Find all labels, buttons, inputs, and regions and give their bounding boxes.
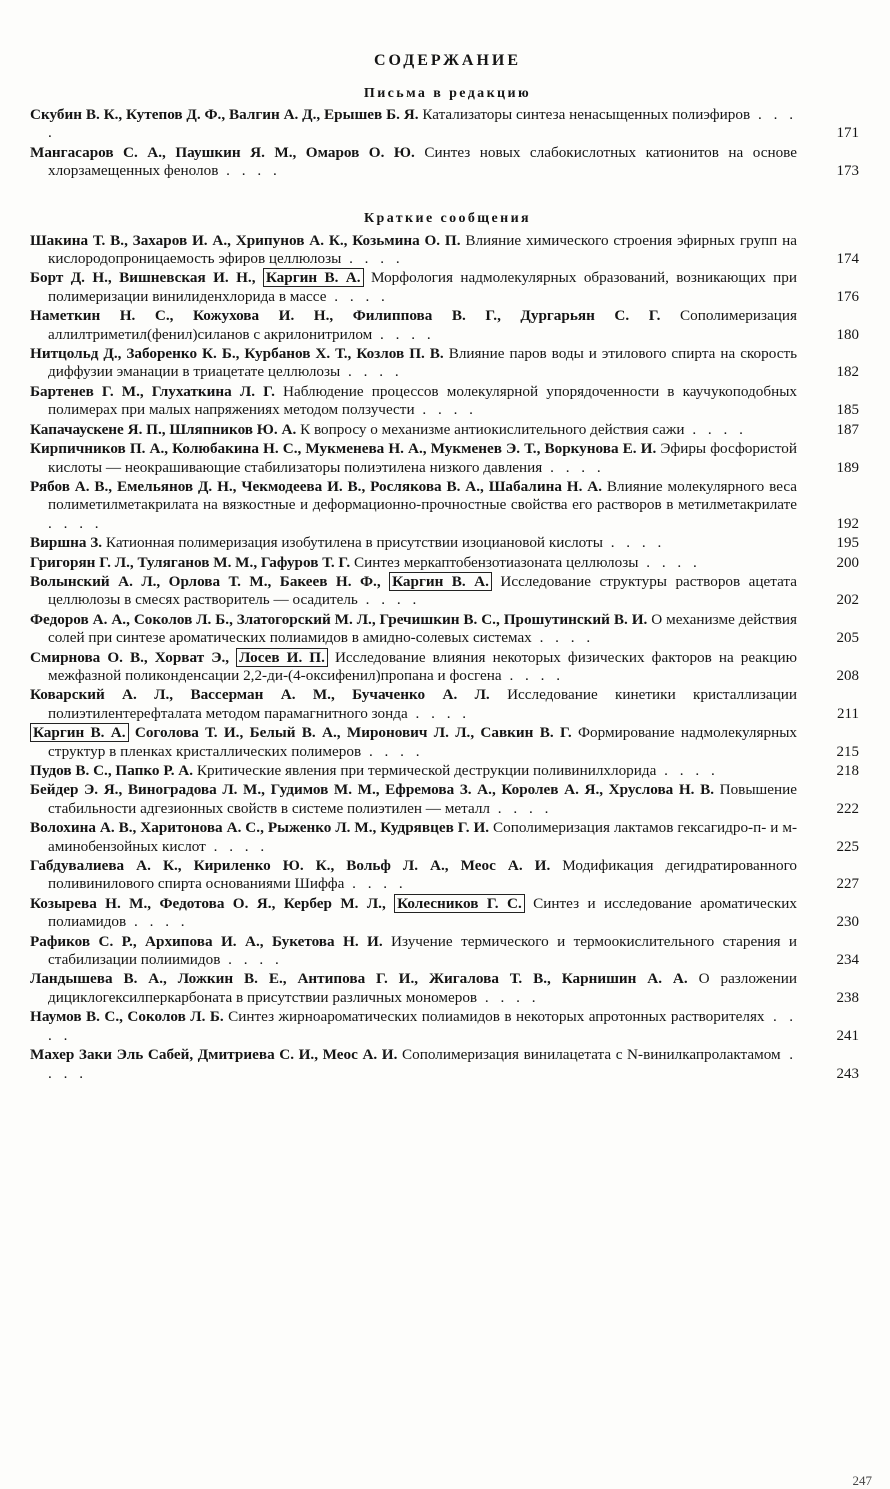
entry-title: Исследование влияния некоторых физических факторов на реакцию межфазной поликонденсации 2,2-ди-(4-оксифенил)пропана и фосгена: [48, 648, 798, 684]
section-heading: Краткие сообщения: [363, 210, 532, 226]
entry-title: Синтез новых слабокислотных катионитов на основе хлорзамещенных фенолов: [48, 143, 797, 180]
entry-page-number: 218: [836, 763, 859, 779]
entry-page-number: 180: [836, 326, 859, 343]
toc-entry[interactable]: [30, 106, 865, 143]
leader-dots: . . . .: [638, 553, 701, 571]
toc-entry[interactable]: [30, 649, 865, 686]
entry-title: Сополимеризация лактамов гексагидро-п- и м-аминобензойных кислот: [48, 819, 797, 855]
entry-title: Формирование надмолекулярных структур в пленках кристаллических полимеров: [48, 724, 798, 760]
entry-authors: Мангасаров С. А., Паушкин Я. М., Омаров О. Ю.: [30, 143, 415, 161]
entry-title: Катионная полимеризация изобутилена в присутствии изоциановой кислоты: [105, 534, 603, 552]
leader-dots: . . . .: [326, 287, 389, 305]
entry-page-number: 189: [836, 459, 859, 476]
entry-title: Наблюдение процессов молекулярной упорядоченности в каучукоподобных полимерах при малых напряжениях методом ползучести: [48, 382, 798, 419]
entry-page-number: 192: [836, 515, 859, 532]
entry-title: Изучение термического и термоокислительного старения и стабилизации полиимидов: [48, 932, 797, 969]
entry-authors: Шакина Т. В., Захаров И. А., Хрипунов А. К., Козьмина О. П.: [30, 231, 461, 249]
toc-entry[interactable]: [30, 857, 865, 894]
toc-entry[interactable]: [30, 724, 865, 761]
section-heading: Письма в редакцию: [363, 86, 532, 101]
contents-page: [30, 52, 865, 1084]
entry-authors: Пудов В. С., Папко Р. А.: [30, 762, 194, 779]
entry-authors-after: Соголова Т. И., Белый В. А., Миронович Л. Л., Савкин В. Г.: [134, 724, 572, 742]
leader-dots: . . . .: [407, 704, 471, 722]
entry-page-number: 173: [836, 163, 859, 180]
entry-page-number: 215: [836, 743, 859, 760]
entry-title: Синтез жирноароматических полиамидов в некоторых апротонных растворителях: [228, 1008, 765, 1026]
entry-page-number: 243: [836, 1065, 859, 1082]
leader-dots: . . . .: [501, 666, 565, 684]
entry-authors: Наумов В. С., Соколов Л. Б.: [30, 1008, 224, 1026]
entry-authors: Рябов А. В., Емельянов Д. Н., Чекмодеева И. В., Рослякова В. А., Шабалина Н. А.: [30, 477, 602, 495]
leader-dots: . . . .: [48, 1008, 798, 1044]
entry-title: Исследование кинетики кристаллизации полиэтилентерефталата методом парамагнитного зонда: [48, 686, 797, 722]
entry-authors: Федоров А. А., Соколов Л. Б., Златогорский М. Л., Гречишкин В. С., Прошутинский В. И.: [30, 610, 648, 628]
toc-entry[interactable]: [30, 970, 865, 1007]
entry-authors: Нитцольд Д., Заборенко К. Б., Курбанов Х. Т., Козлов П. В.: [30, 345, 444, 363]
entry-page-number: 225: [836, 838, 859, 855]
leader-dots: . . . .: [656, 762, 719, 779]
entry-title: Морфология надмолекулярных образований, возникающих при полимеризации винилиденхлорида в массе: [48, 269, 798, 305]
leader-dots: . . . .: [357, 591, 421, 609]
leader-dots: . . . .: [48, 106, 797, 142]
toc-entry[interactable]: [30, 144, 865, 181]
toc-entry[interactable]: [30, 573, 865, 610]
entry-authors: Бейдер Э. Я., Виноградова Л. М., Гудимов М. М., Ефремова З. А., Королев А. Я., Хруслова Н. В.: [30, 781, 715, 799]
leader-dots: . . . .: [218, 162, 281, 180]
page-title: СОДЕРЖАНИЕ: [373, 52, 522, 69]
entry-page-number: 205: [836, 630, 859, 647]
toc-entry[interactable]: [30, 819, 865, 856]
entry-deceased-author: Колесников Г. С.: [394, 894, 525, 913]
entry-authors: Габдувалиева А. К., Кириленко Ю. К., Вольф Л. А., Меос А. И.: [30, 857, 551, 875]
entry-authors: Ландышева В. А., Ложкин В. Е., Антипова Г. И., Жигалова Т. В., Карнишин А. А.: [30, 970, 688, 988]
toc-entry[interactable]: [30, 933, 865, 970]
leader-dots: . . . .: [48, 514, 103, 532]
entry-page-number: 202: [836, 592, 859, 609]
entry-title: Влияние паров воды и этилового спирта на скорость диффузии эманации в триацетате целлюлозы: [48, 345, 798, 381]
toc-entry[interactable]: [30, 383, 865, 420]
toc-entry[interactable]: [30, 307, 865, 344]
entry-page-number: 185: [836, 402, 859, 419]
entry-authors: Григорян Г. Л., Туляганов М. М., Гафуров Т. Г.: [30, 553, 351, 571]
toc-entry[interactable]: [30, 781, 865, 818]
entry-page-number: 241: [836, 1027, 859, 1044]
entry-authors: Волохина А. В., Харитонова А. С., Рыженко Л. М., Кудрявцев Г. И.: [30, 819, 490, 837]
entry-page-number: 227: [836, 876, 859, 893]
entry-authors: Бартенев Г. М., Глухаткина Л. Г.: [30, 382, 275, 400]
entry-page-number: 200: [836, 554, 859, 571]
leader-dots: . . . .: [372, 325, 435, 343]
leader-dots: . . . .: [48, 1046, 798, 1082]
leader-dots: . . . .: [220, 951, 283, 969]
entry-title: Катализаторы синтеза ненасыщенных полиэфиров: [422, 106, 751, 123]
sections-container: [30, 86, 865, 1083]
entry-authors: Коварский А. Л., Вассерман А. М., Бучаченко А. Л.: [30, 686, 490, 704]
entry-title: Эфиры фосфористой кислоты — неокрашивающие стабилизаторы полиэтилена низкого давления: [48, 440, 798, 476]
leader-dots: . . . .: [490, 799, 553, 817]
toc-entry[interactable]: [30, 269, 865, 306]
footer-page-number: 247: [852, 1473, 872, 1488]
toc-entry[interactable]: [30, 345, 865, 382]
entry-title: Критические явления при термической деструкции поливинилхлорида: [196, 762, 657, 779]
leader-dots: . . . .: [477, 988, 540, 1006]
toc-entry[interactable]: [30, 1046, 865, 1083]
entry-title: Модификация дегидратированного поливинилового спирта основаниями Шиффа: [48, 857, 798, 893]
entry-title: Синтез и исследование ароматических полиамидов: [48, 894, 797, 931]
leader-dots: . . . .: [344, 875, 407, 893]
leader-dots: . . . .: [684, 420, 747, 438]
entry-title: Исследование структуры растворов ацетата целлюлозы в смесях растворитель — осадитель: [48, 572, 797, 609]
entry-title: Синтез меркаптобензотиазоната целлюлозы: [353, 553, 639, 571]
entry-authors: Скубин В. К., Кутепов Д. Ф., Валгин А. Д., Ерышев Б. Я.: [30, 106, 419, 123]
entry-authors: Виршна З.: [30, 534, 103, 552]
entry-page-number: 211: [837, 705, 859, 722]
leader-dots: . . . .: [205, 837, 269, 855]
entry-authors: Борт Д. Н., Вишневская И. Н.,: [30, 269, 256, 287]
entry-page-number: 182: [836, 364, 859, 381]
entry-title: Сополимеризация аллилтриметил(фенил)силанов с акрилонитрилом: [48, 307, 797, 343]
entry-authors: Наметкин Н. С., Кожухова И. Н., Филиппова В. Г., Дургарьян С. Г.: [30, 307, 661, 325]
leader-dots: . . . .: [340, 363, 403, 381]
entry-title: О механизме действия солей при синтезе ароматических полиамидов в амидно-солевых системах: [48, 610, 798, 647]
toc-entry[interactable]: [30, 421, 865, 439]
entry-page-number: 208: [836, 667, 859, 684]
entry-page-number: 174: [836, 251, 859, 268]
entry-page-number: 171: [836, 125, 859, 142]
toc-entry[interactable]: [30, 611, 865, 648]
entry-page-number: 187: [836, 421, 859, 438]
toc-entry[interactable]: [30, 534, 865, 552]
toc-entry[interactable]: [30, 895, 865, 932]
toc-entry[interactable]: [30, 232, 865, 269]
entry-authors: Смирнова О. В., Хорват Э.,: [30, 648, 230, 666]
entry-title: О разложении дициклогексилперкарбоната в присутствии различных мономеров: [48, 970, 798, 1006]
leader-dots: . . . .: [531, 629, 595, 647]
entry-page-number: 195: [836, 535, 859, 552]
entry-deceased-author: Лосев И. П.: [236, 648, 328, 667]
leader-dots: . . . .: [361, 742, 424, 760]
toc-entry[interactable]: [30, 762, 865, 780]
entry-title: К вопросу о механизме антиокислительного действия сажи: [300, 420, 685, 438]
entry-authors: Махер Заки Эль Сабей, Дмитриева С. И., Меос А. И.: [30, 1046, 398, 1064]
entry-authors: Рафиков С. Р., Архипова И. А., Букетова Н. И.: [30, 932, 383, 950]
entry-authors: Капачаускене Я. П., Шляпников Ю. А.: [30, 420, 297, 438]
entry-title: Сополимеризация винилацетата с N-винилкапролактамом: [402, 1046, 781, 1064]
entry-deceased-author: Каргин В. А.: [389, 572, 492, 591]
entry-authors: Козырева Н. М., Федотова О. Я., Кербер М. Л.,: [30, 894, 386, 912]
toc-entry[interactable]: [30, 1008, 865, 1045]
entry-authors: Кирпичников П. А., Колюбакина Н. С., Мукменева Н. А., Мукменев Э. Т., Воркунова Е. И.: [30, 440, 657, 458]
entry-deceased-author: Каргин В. А.: [263, 268, 364, 287]
entry-page-number: 238: [836, 989, 859, 1006]
entry-title: Влияние химического строения эфирных групп на кислородопроницаемость эфиров целлюлозы: [48, 231, 797, 268]
entry-authors: Волынский А. Л., Орлова Т. М., Бакеев Н. Ф.,: [30, 572, 381, 590]
leader-dots: . . . .: [414, 401, 477, 419]
leader-dots: . . . .: [542, 458, 605, 476]
toc-entry[interactable]: [30, 440, 865, 477]
leader-dots: . . . .: [126, 913, 189, 931]
toc-entry[interactable]: [30, 478, 865, 533]
leader-dots: . . . .: [602, 534, 666, 552]
entry-title: Повышение стабильности адгезионных свойств в системе полиэтилен — металл: [48, 781, 797, 817]
toc-entry[interactable]: [30, 554, 865, 572]
leader-dots: . . . .: [341, 250, 404, 268]
entry-title: Влияние молекулярного веса полиметилметакрилата на вязкостные и деформационно-прочностные свойства его растворов в метилметакрилате: [48, 477, 797, 514]
entry-page-number: 222: [836, 800, 859, 817]
entry-deceased-author: Каргин В. А.: [30, 723, 129, 742]
entry-page-number: 234: [836, 952, 859, 969]
entry-page-number: 176: [836, 288, 859, 305]
entry-page-number: 230: [836, 914, 859, 931]
toc-entry[interactable]: [30, 686, 865, 723]
